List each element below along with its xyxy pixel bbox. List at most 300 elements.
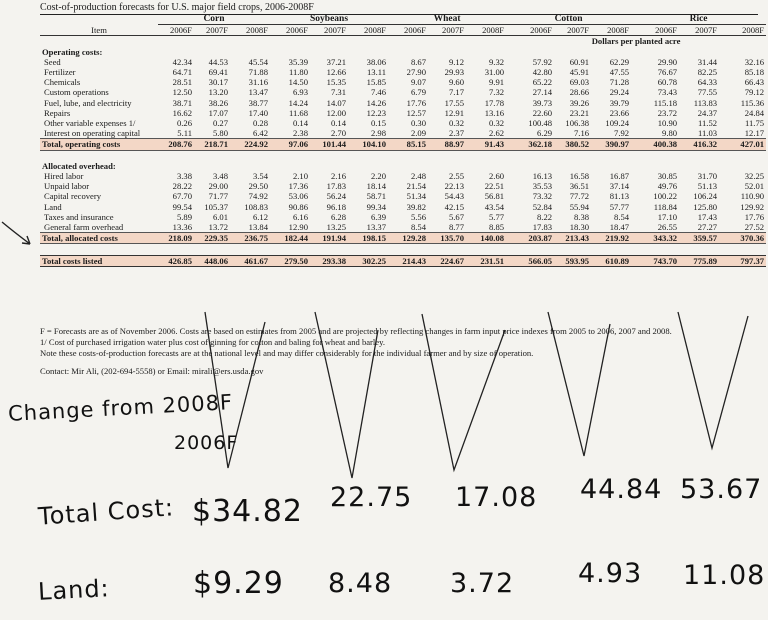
handwritten-land-value: $9.29 <box>193 566 284 601</box>
cost-cell: 12.66 <box>326 67 346 78</box>
cost-cell: 14.26 <box>366 97 387 108</box>
crop-heading: Wheat <box>388 14 506 25</box>
cost-cell: 27.52 <box>744 222 765 233</box>
cost-cell: 27.14 <box>532 87 553 98</box>
cost-cell: 129.28 <box>388 233 428 244</box>
table-title: Cost-of-production forecasts for U.S. major field crops, 2006-2008F <box>40 2 314 13</box>
handwritten-land-label: Land: <box>37 574 111 606</box>
cost-cell: 362.18 <box>506 139 554 150</box>
cost-cell: 17.76 <box>406 97 427 108</box>
cost-cell: 11.68 <box>288 107 308 118</box>
cost-cell: 23.21 <box>569 107 590 118</box>
cost-cell: 219.92 <box>591 233 631 244</box>
cost-cell: 11.80 <box>288 67 308 78</box>
cost-cell: 12.50 <box>172 87 192 98</box>
cost-cell: 12.90 <box>288 222 308 233</box>
cost-cell: 13.36 <box>172 222 192 233</box>
year-heading: 2008F <box>230 25 270 36</box>
row-label: Hired labor <box>44 171 84 182</box>
row-label: Unpaid labor <box>44 181 90 192</box>
cost-cell: 2.09 <box>410 128 427 139</box>
cost-cell: 65.22 <box>532 77 553 88</box>
cost-cell: 38.77 <box>248 97 268 108</box>
cost-cell: 62.29 <box>609 56 630 67</box>
cost-cell: 38.06 <box>366 56 387 67</box>
handwritten-change-label: Change from 2008F <box>7 390 234 426</box>
cost-cell: 293.38 <box>310 255 348 266</box>
cost-cell: 44.53 <box>208 56 228 67</box>
cost-cell: 55.94 <box>569 201 590 212</box>
cost-cell: 64.71 <box>172 67 192 78</box>
cost-cell: 22.60 <box>532 107 553 118</box>
cost-cell: 2.16 <box>330 171 346 182</box>
cost-cell: 85.18 <box>744 67 765 78</box>
cost-cell: 12.00 <box>326 107 346 118</box>
cost-cell: 110.90 <box>740 191 765 202</box>
cost-cell: 39.73 <box>532 97 553 108</box>
cost-cell: 52.01 <box>744 181 765 192</box>
cost-cell: 104.10 <box>348 139 388 150</box>
cost-cell: 5.89 <box>176 211 192 222</box>
cost-cell: 7.17 <box>448 87 465 98</box>
cost-cell: 30.17 <box>208 77 228 88</box>
cost-cell: 2.20 <box>370 171 387 182</box>
cost-cell: 18.30 <box>569 222 590 233</box>
cost-cell: 9.91 <box>489 77 505 88</box>
cost-cell: 17.83 <box>326 181 346 192</box>
cost-cell: 16.62 <box>172 107 192 118</box>
cost-cell: 0.15 <box>370 118 387 129</box>
cost-cell: 118.84 <box>653 201 678 212</box>
cost-cell: 359.57 <box>679 233 719 244</box>
cost-cell: 88.97 <box>428 139 466 150</box>
cost-cell: 17.76 <box>744 211 765 222</box>
cost-cell: 99.54 <box>172 201 192 212</box>
year-heading: 2008F <box>591 25 631 36</box>
row-label: Land <box>44 201 62 212</box>
cost-cell: 8.22 <box>537 211 553 222</box>
cost-cell: 108.83 <box>244 201 268 212</box>
cost-cell: 28.22 <box>172 181 192 192</box>
cost-cell: 77.55 <box>697 87 718 98</box>
cost-cell: 27.90 <box>406 67 427 78</box>
cost-cell: 96.18 <box>326 201 346 212</box>
cost-cell: 42.80 <box>532 67 553 78</box>
cost-cell: 3.54 <box>252 171 268 182</box>
row-label: Capital recovery <box>44 191 102 202</box>
cost-cell: 135.70 <box>428 233 466 244</box>
contact-line: Contact: Mir Ali, (202-694-5558) or Email: mirali@ers.usda.gov <box>40 366 264 376</box>
cost-cell: 5.11 <box>177 128 192 139</box>
cost-cell: 427.01 <box>719 139 766 150</box>
cost-cell: 7.16 <box>574 128 590 139</box>
year-heading: 2006F <box>631 25 679 36</box>
cost-cell: 593.95 <box>554 255 591 266</box>
cost-cell: 775.89 <box>679 255 719 266</box>
handwritten-total-value: 44.84 <box>580 474 663 505</box>
cost-cell: 45.91 <box>569 67 590 78</box>
cost-cell: 11.75 <box>745 118 765 129</box>
cost-cell: 100.48 <box>528 118 553 129</box>
cost-cell: 56.24 <box>326 191 346 202</box>
cost-cell: 31.70 <box>697 171 718 182</box>
cost-cell: 27.27 <box>697 222 718 233</box>
crop-heading: Rice <box>631 14 766 25</box>
year-heading: 2007F <box>428 25 466 36</box>
cost-cell: 35.39 <box>288 56 308 67</box>
cost-cell: 17.07 <box>208 107 228 118</box>
cost-cell: 380.52 <box>554 139 591 150</box>
cost-cell: 91.43 <box>466 139 506 150</box>
handwritten-total-value: 22.75 <box>330 482 413 513</box>
cost-cell: 43.54 <box>484 201 505 212</box>
cost-cell: 16.58 <box>569 171 590 182</box>
cost-cell: 51.13 <box>697 181 718 192</box>
year-heading: 2006F <box>158 25 194 36</box>
row-label: Allocated overhead: <box>42 160 116 171</box>
cost-cell: 12.57 <box>406 107 427 118</box>
cost-cell: 7.31 <box>330 87 346 98</box>
cost-cell: 9.60 <box>448 77 465 88</box>
cost-cell: 71.28 <box>609 77 630 88</box>
cost-cell: 47.55 <box>609 67 630 78</box>
cost-cell: 17.10 <box>657 211 678 222</box>
cost-cell: 8.77 <box>448 222 465 233</box>
cost-cell: 0.26 <box>176 118 192 129</box>
cost-cell: 8.54 <box>614 211 630 222</box>
cost-cell: 29.00 <box>208 181 228 192</box>
cost-cell: 90.86 <box>288 201 308 212</box>
item-column-heading: Item <box>40 25 158 36</box>
cost-cell: 79.12 <box>744 87 765 98</box>
cost-cell: 38.71 <box>172 97 192 108</box>
cost-cell: 279.50 <box>270 255 310 266</box>
year-heading: 2007F <box>554 25 591 36</box>
cost-cell: 129.92 <box>740 201 765 212</box>
handwritten-total-value: $34.82 <box>192 494 303 529</box>
row-label: Other variable expenses 1/ <box>44 118 136 129</box>
cost-cell: 17.43 <box>697 211 718 222</box>
cost-cell: 31.16 <box>248 77 268 88</box>
cost-cell: 13.20 <box>208 87 228 98</box>
cost-cell: 17.36 <box>288 181 308 192</box>
cost-cell: 9.32 <box>489 56 505 67</box>
check-mark-cotton <box>548 312 610 456</box>
cost-cell: 343.32 <box>631 233 679 244</box>
handwritten-total-label: Total Cost: <box>37 493 175 531</box>
cost-cell: 5.80 <box>212 128 228 139</box>
cost-cell: 29.24 <box>609 87 630 98</box>
row-label: Seed <box>44 56 61 67</box>
cost-cell: 52.84 <box>532 201 553 212</box>
cost-cell: 8.54 <box>410 222 427 233</box>
cost-cell: 28.66 <box>569 87 590 98</box>
cost-cell: 224.67 <box>428 255 466 266</box>
crop-heading: Corn <box>158 14 270 25</box>
cost-cell: 6.93 <box>292 87 308 98</box>
cost-cell: 229.35 <box>194 233 230 244</box>
cost-cell: 191.94 <box>310 233 348 244</box>
cost-cell: 2.55 <box>448 171 465 182</box>
cost-cell: 17.40 <box>248 107 268 118</box>
year-heading: 2006F <box>506 25 554 36</box>
cost-cell: 22.51 <box>484 181 505 192</box>
cost-cell: 13.84 <box>248 222 268 233</box>
cost-cell: 23.72 <box>657 107 678 118</box>
cost-cell: 11.03 <box>698 128 718 139</box>
cost-cell: 12.23 <box>366 107 387 118</box>
cost-cell: 2.10 <box>292 171 308 182</box>
cost-cell: 13.16 <box>484 107 505 118</box>
cost-cell: 390.97 <box>591 139 631 150</box>
cost-cell: 5.56 <box>410 211 427 222</box>
cost-cell: 29.93 <box>444 67 465 78</box>
cost-cell: 22.13 <box>444 181 465 192</box>
cost-cell: 73.43 <box>657 87 678 98</box>
cost-cell: 31.00 <box>484 67 505 78</box>
cost-cell: 448.06 <box>194 255 230 266</box>
handwritten-land-value: 11.08 <box>683 560 766 591</box>
cost-cell: 12.17 <box>744 128 765 139</box>
cost-cell: 6.42 <box>252 128 268 139</box>
row-label: Fertilizer <box>44 67 76 78</box>
row-label: Taxes and insurance <box>44 211 114 222</box>
footnote-irrigation: 1/ Cost of purchased irrigation water plus cost of ginning for cotton and baling for wheat and barley. <box>40 337 386 347</box>
cost-cell: 203.87 <box>506 233 554 244</box>
cost-cell: 76.67 <box>657 67 678 78</box>
cost-cell: 610.89 <box>591 255 631 266</box>
cost-cell: 236.75 <box>230 233 270 244</box>
crop-heading: Soybeans <box>270 14 388 25</box>
cost-cell: 38.26 <box>208 97 228 108</box>
cost-cell: 3.38 <box>176 171 192 182</box>
cost-cell: 2.70 <box>330 128 346 139</box>
cost-cell: 51.34 <box>406 191 427 202</box>
cost-cell: 60.78 <box>657 77 678 88</box>
cost-cell: 11.52 <box>698 118 718 129</box>
cost-cell: 218.09 <box>158 233 194 244</box>
handwritten-land-value: 3.72 <box>450 568 515 599</box>
cost-cell: 97.06 <box>270 139 310 150</box>
cost-cell: 0.27 <box>212 118 228 129</box>
cost-cell: 0.32 <box>489 118 505 129</box>
cost-cell: 23.66 <box>609 107 630 118</box>
row-label: Chemicals <box>44 77 81 88</box>
cost-cell: 16.87 <box>609 171 630 182</box>
cost-cell: 2.38 <box>292 128 308 139</box>
cost-cell: 9.12 <box>448 56 465 67</box>
cost-cell: 81.13 <box>609 191 630 202</box>
cost-cell: 0.14 <box>292 118 308 129</box>
cost-cell: 14.24 <box>288 97 308 108</box>
cost-cell: 0.14 <box>330 118 346 129</box>
cost-cell: 0.28 <box>252 118 268 129</box>
cost-cell: 10.90 <box>657 118 678 129</box>
cost-cell: 426.85 <box>158 255 194 266</box>
cost-cell: 28.51 <box>172 77 192 88</box>
cost-cell: 6.12 <box>252 211 268 222</box>
cost-cell: 36.51 <box>569 181 590 192</box>
handwritten-total-value: 53.67 <box>680 474 763 505</box>
cost-cell: 106.24 <box>693 191 718 202</box>
cost-cell: 9.07 <box>410 77 427 88</box>
cost-cell: 82.25 <box>697 67 718 78</box>
cost-cell: 14.50 <box>288 77 308 88</box>
cost-cell: 85.15 <box>388 139 428 150</box>
cost-cell: 57.77 <box>609 201 630 212</box>
cost-cell: 214.43 <box>388 255 428 266</box>
check-mark-soybeans <box>315 312 378 478</box>
cost-cell: 53.06 <box>288 191 308 202</box>
cost-cell: 24.84 <box>744 107 765 118</box>
cost-cell: 2.62 <box>489 128 505 139</box>
cost-cell: 7.32 <box>489 87 505 98</box>
cost-cell: 39.79 <box>609 97 630 108</box>
row-label: Total, operating costs <box>40 139 158 150</box>
footnote-forecast: F = Forecasts are as of November 2006. Costs are based on estimates from 2005 and are projected by reflecting changes in farm input price indexes from 2005 to 2006, 2007 and 2008. <box>40 326 672 336</box>
cost-cell: 13.25 <box>326 222 346 233</box>
cost-cell: 37.14 <box>609 181 630 192</box>
cost-cell: 0.32 <box>448 118 465 129</box>
cost-cell: 13.47 <box>248 87 268 98</box>
cost-cell: 213.43 <box>554 233 591 244</box>
cost-cell: 56.81 <box>484 191 505 202</box>
handwritten-base-year: 2006F <box>174 432 239 454</box>
cost-cell: 6.16 <box>292 211 308 222</box>
cost-cell: 140.08 <box>466 233 506 244</box>
cost-cell: 5.67 <box>448 211 465 222</box>
cost-cell: 71.88 <box>248 67 268 78</box>
cost-cell: 14.07 <box>326 97 346 108</box>
cost-cell: 109.24 <box>605 118 630 129</box>
cost-cell: 17.78 <box>484 97 505 108</box>
cost-cell: 6.39 <box>370 211 387 222</box>
cost-cell: 208.76 <box>158 139 194 150</box>
handwritten-land-value: 8.48 <box>328 568 393 599</box>
year-heading: 2007F <box>679 25 719 36</box>
cost-cell: 302.25 <box>348 255 388 266</box>
cost-cell: 8.85 <box>489 222 505 233</box>
cost-cell: 105.37 <box>204 201 228 212</box>
cost-cell: 66.43 <box>744 77 765 88</box>
cost-cell: 15.85 <box>366 77 387 88</box>
crop-heading: Cotton <box>506 14 631 25</box>
year-heading: 2007F <box>194 25 230 36</box>
cost-cell: 113.83 <box>693 97 718 108</box>
cost-cell: 182.44 <box>270 233 310 244</box>
year-heading: 2008F <box>466 25 506 36</box>
cost-cell: 2.60 <box>489 171 505 182</box>
units-label: Dollars per planted acre <box>591 36 681 47</box>
cost-cell: 224.92 <box>230 139 270 150</box>
cost-cell: 31.44 <box>697 56 718 67</box>
cost-cell: 30.85 <box>657 171 678 182</box>
cost-cell: 67.70 <box>172 191 192 202</box>
cost-cell: 54.43 <box>444 191 465 202</box>
row-label: Fuel, lube, and electricity <box>44 97 132 108</box>
cost-cell: 5.77 <box>489 211 505 222</box>
cost-cell: 45.54 <box>248 56 268 67</box>
cost-cell: 32.16 <box>744 56 765 67</box>
cost-cell: 69.41 <box>208 67 228 78</box>
year-heading: 2006F <box>270 25 310 36</box>
cost-cell: 21.54 <box>406 181 427 192</box>
cost-cell: 37.21 <box>326 56 346 67</box>
cost-cell: 461.67 <box>230 255 270 266</box>
cost-cell: 18.14 <box>366 181 387 192</box>
cost-cell: 26.55 <box>657 222 678 233</box>
footnote-note: Note these costs-of-production forecasts are at the national level and may differ considerably for the individual farmer and by size of operation. <box>40 348 534 358</box>
cost-cell: 73.32 <box>532 191 553 202</box>
cost-cell: 101.44 <box>310 139 348 150</box>
cost-cell: 32.25 <box>744 171 765 182</box>
year-heading: 2008F <box>719 25 766 36</box>
check-mark-rice <box>678 312 748 448</box>
row-label: Interest on operating capital <box>44 128 141 139</box>
handwritten-total-value: 17.08 <box>455 482 538 513</box>
cost-cell: 416.32 <box>679 139 719 150</box>
cost-cell: 15.35 <box>326 77 346 88</box>
cost-cell: 9.80 <box>662 128 678 139</box>
cost-cell: 35.53 <box>532 181 553 192</box>
cost-cell: 198.15 <box>348 233 388 244</box>
cost-cell: 2.98 <box>370 128 387 139</box>
row-label: Custom operations <box>44 87 109 98</box>
row-label: Total costs listed <box>40 255 158 266</box>
cost-cell: 115.18 <box>653 97 678 108</box>
cost-cell: 6.28 <box>330 211 346 222</box>
cost-cell: 8.38 <box>574 211 590 222</box>
cost-cell: 115.36 <box>740 97 765 108</box>
year-heading: 2007F <box>310 25 348 36</box>
cost-cell: 42.34 <box>172 56 192 67</box>
cost-cell: 42.15 <box>444 201 465 212</box>
cost-cell: 743.70 <box>631 255 679 266</box>
cost-cell: 99.34 <box>366 201 387 212</box>
cost-cell: 13.11 <box>366 67 387 78</box>
cost-cell: 2.37 <box>448 128 465 139</box>
year-heading: 2008F <box>348 25 388 36</box>
cost-cell: 29.90 <box>657 56 678 67</box>
cost-cell: 400.38 <box>631 139 679 150</box>
cost-cell: 13.37 <box>366 222 387 233</box>
cost-cell: 12.91 <box>444 107 465 118</box>
cost-cell: 69.03 <box>569 77 590 88</box>
cost-cell: 797.37 <box>719 255 766 266</box>
cost-cell: 49.76 <box>657 181 678 192</box>
row-label: Total, allocated costs <box>40 233 158 244</box>
row-label: General farm overhead <box>44 222 124 233</box>
cost-cell: 231.51 <box>466 255 506 266</box>
cost-cell: 8.67 <box>410 56 427 67</box>
cost-cell: 7.46 <box>370 87 387 98</box>
cost-cell: 6.01 <box>212 211 228 222</box>
arrow-mark <box>2 222 30 244</box>
cost-cell: 17.83 <box>532 222 553 233</box>
cost-cell: 17.55 <box>444 97 465 108</box>
cost-cell: 24.37 <box>697 107 718 118</box>
cost-cell: 370.36 <box>719 233 766 244</box>
cost-cell: 3.48 <box>212 171 228 182</box>
cost-cell: 13.72 <box>208 222 228 233</box>
cost-cell: 6.79 <box>410 87 427 98</box>
cost-cell: 7.92 <box>614 128 630 139</box>
cost-cell: 77.72 <box>569 191 590 202</box>
cost-cell: 0.30 <box>410 118 427 129</box>
cost-cell: 71.77 <box>208 191 228 202</box>
cost-cell: 125.80 <box>693 201 718 212</box>
cost-cell: 106.38 <box>565 118 590 129</box>
